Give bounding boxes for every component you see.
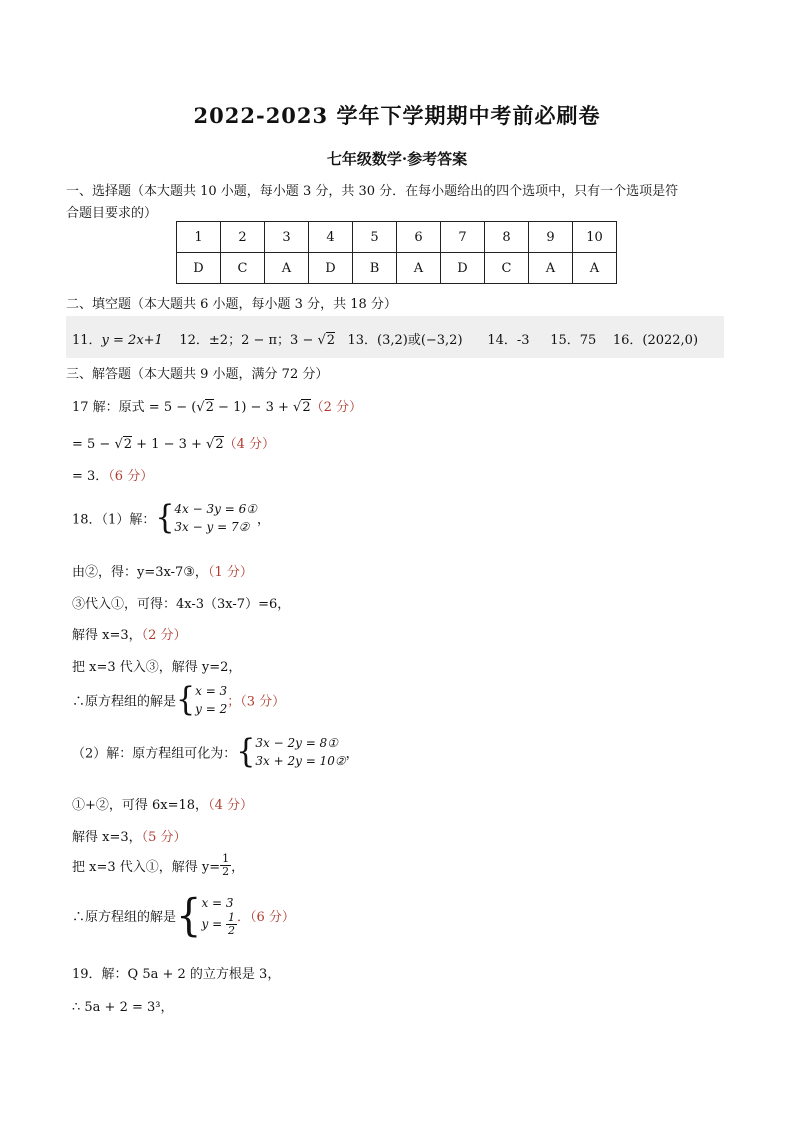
equation-system	[255, 734, 345, 770]
score-label: （2 分）	[310, 400, 362, 415]
q18-2-step4	[72, 890, 295, 941]
q18-step4: 把 x=3 代入③，解得 y=2，	[72, 660, 242, 675]
punct: ，	[257, 512, 271, 528]
equation: x = 3	[195, 684, 228, 698]
equation: 3x − y = 7②	[174, 520, 250, 534]
punct: ，	[345, 746, 359, 762]
q17-text: − 1) − 3 +	[213, 400, 294, 415]
page-subtitle: 七年级数学·参考答案	[326, 150, 468, 168]
sqrt-icon: √	[293, 400, 302, 415]
fraction	[226, 912, 237, 937]
q18-2-step2	[72, 826, 187, 845]
step-text: 解得 x=3，	[72, 628, 142, 643]
q17-root: 2	[215, 437, 224, 452]
table-cell: 2	[221, 222, 265, 253]
q17-text: + 1 − 3 +	[132, 437, 207, 452]
brace-icon: {	[155, 498, 175, 537]
score-label: （6 分）	[108, 469, 154, 484]
denominator: 2	[227, 924, 235, 937]
q19-line1	[72, 963, 280, 982]
step-text: ∴原方程组的解是	[72, 694, 177, 710]
table-cell: D	[309, 253, 353, 284]
q18-label: （2）解：原方程组可化为：	[72, 746, 237, 762]
brace-icon: {	[176, 890, 202, 941]
score-label: （4 分）	[223, 437, 276, 452]
q18-step2: ③代入①，可得：4x-3（3x-7）=6，	[72, 597, 291, 612]
step-text: 由②，得：y=3x-7③，	[72, 565, 208, 580]
q13-answer: 13．(3,2)或(−3,2)	[347, 333, 463, 348]
equation: y = 2	[195, 702, 228, 716]
section2-heading: 二、填空题（本大题共 6 小题，每小题 3 分，共 18 分）	[66, 297, 397, 312]
equation: x = 3	[201, 896, 234, 910]
table-cell: 4	[309, 222, 353, 253]
table-cell: 9	[529, 222, 573, 253]
table-cell: A	[529, 253, 573, 284]
table-cell: A	[397, 253, 441, 284]
equation: 4x − 3y = 6①	[174, 502, 257, 516]
page-title: 2022-2023 学年下学期期中考前必刷卷	[193, 103, 601, 128]
score-label: ；（3 分）	[227, 694, 286, 710]
q17-text: = 5 −	[72, 437, 115, 452]
q19-line2: ∴ 5a + 2 = 3³，	[72, 1000, 174, 1015]
q17-root: 2	[205, 400, 214, 415]
table-cell: D	[441, 253, 485, 284]
equation-system	[195, 682, 227, 718]
q19-label: 19．解：	[72, 967, 128, 982]
sqrt-icon: √	[196, 400, 205, 415]
q19-text: Q 5a + 2 的立方根是 3，	[127, 967, 281, 982]
q12-root: 2	[326, 333, 336, 348]
q18-2-step1	[72, 794, 253, 813]
score-label: （2 分）	[141, 628, 187, 643]
equation: 3x + 2y = 10②	[255, 754, 346, 768]
q17-line2	[72, 433, 275, 452]
section1-heading-cont: 合题目要求的）	[66, 206, 158, 221]
table-cell: C	[221, 253, 265, 284]
q18-2-system	[72, 734, 359, 770]
q18-step3	[72, 624, 187, 643]
punct: ，	[231, 860, 245, 875]
table-cell: A	[265, 253, 309, 284]
table-cell: A	[573, 253, 617, 284]
q18-step1	[72, 561, 253, 580]
q18-step5	[72, 682, 285, 718]
step-text: ①+②，可得 6x=18，	[72, 798, 209, 813]
table-cell: 8	[485, 222, 529, 253]
table-cell: 5	[353, 222, 397, 253]
score-label: （5 分）	[141, 830, 187, 845]
table-cell: C	[485, 253, 529, 284]
sqrt-icon: √	[317, 333, 326, 348]
q17-line1	[72, 396, 362, 415]
q18-label: 18．（1）解：	[72, 512, 156, 528]
sqrt-icon: √	[114, 437, 123, 452]
denominator: 2	[222, 865, 230, 878]
q11-label: 11．	[72, 333, 102, 348]
answer-table-numbers-row	[177, 222, 617, 253]
fraction	[220, 853, 231, 878]
q17-text: 17 解：原式 = 5 − (	[72, 400, 197, 415]
answer-table	[176, 221, 617, 284]
q16-answer: 16．(2022,0)	[612, 333, 699, 348]
section1-heading: 一、选择题（本大题共 10 小题，每小题 3 分，共 30 分．在每小题给出的四个选项中，只有一个选项是符	[66, 184, 679, 199]
q17-text: = 3．	[72, 469, 109, 484]
equation-lhs: y =	[201, 917, 226, 931]
q11-answer: y = 2x+1	[101, 333, 163, 348]
q17-root: 2	[302, 400, 311, 415]
score-label: （1 分）	[207, 565, 253, 580]
score-label: （4 分）	[208, 798, 253, 813]
equation-system	[174, 500, 257, 536]
q17-root: 2	[123, 437, 133, 452]
table-cell: B	[353, 253, 397, 284]
step-text: 解得 x=3，	[72, 830, 142, 845]
table-cell: 6	[397, 222, 441, 253]
q15-answer: 15．75	[550, 333, 597, 348]
q14-answer: 14．-3	[487, 333, 530, 348]
table-cell: D	[177, 253, 221, 284]
table-cell: 7	[441, 222, 485, 253]
step-text: ∴原方程组的解是	[72, 910, 177, 925]
step-text: 把 x=3 代入①，解得 y=	[72, 860, 221, 875]
fill-answers-line	[72, 329, 698, 348]
q12-answer: 12．±2；2 − π；3 −	[179, 333, 318, 348]
equation-system	[201, 894, 236, 937]
table-cell: 1	[177, 222, 221, 253]
sqrt-icon: √	[206, 437, 215, 452]
section3-heading: 三、解答题（本大题共 9 小题，满分 72 分）	[66, 367, 329, 382]
numerator: 1	[227, 911, 235, 924]
brace-icon: {	[236, 732, 256, 771]
equation: 3x − 2y = 8①	[255, 736, 338, 750]
q18-1-system	[72, 500, 270, 536]
brace-icon: {	[176, 680, 196, 719]
equation	[201, 912, 236, 937]
q17-line3	[72, 465, 153, 484]
numerator: 1	[222, 852, 230, 865]
q18-2-step3	[72, 853, 244, 878]
score-label: ．（6 分）	[236, 910, 295, 925]
table-cell: 10	[573, 222, 617, 253]
answer-table-answers-row	[177, 253, 617, 284]
table-cell: 3	[265, 222, 309, 253]
